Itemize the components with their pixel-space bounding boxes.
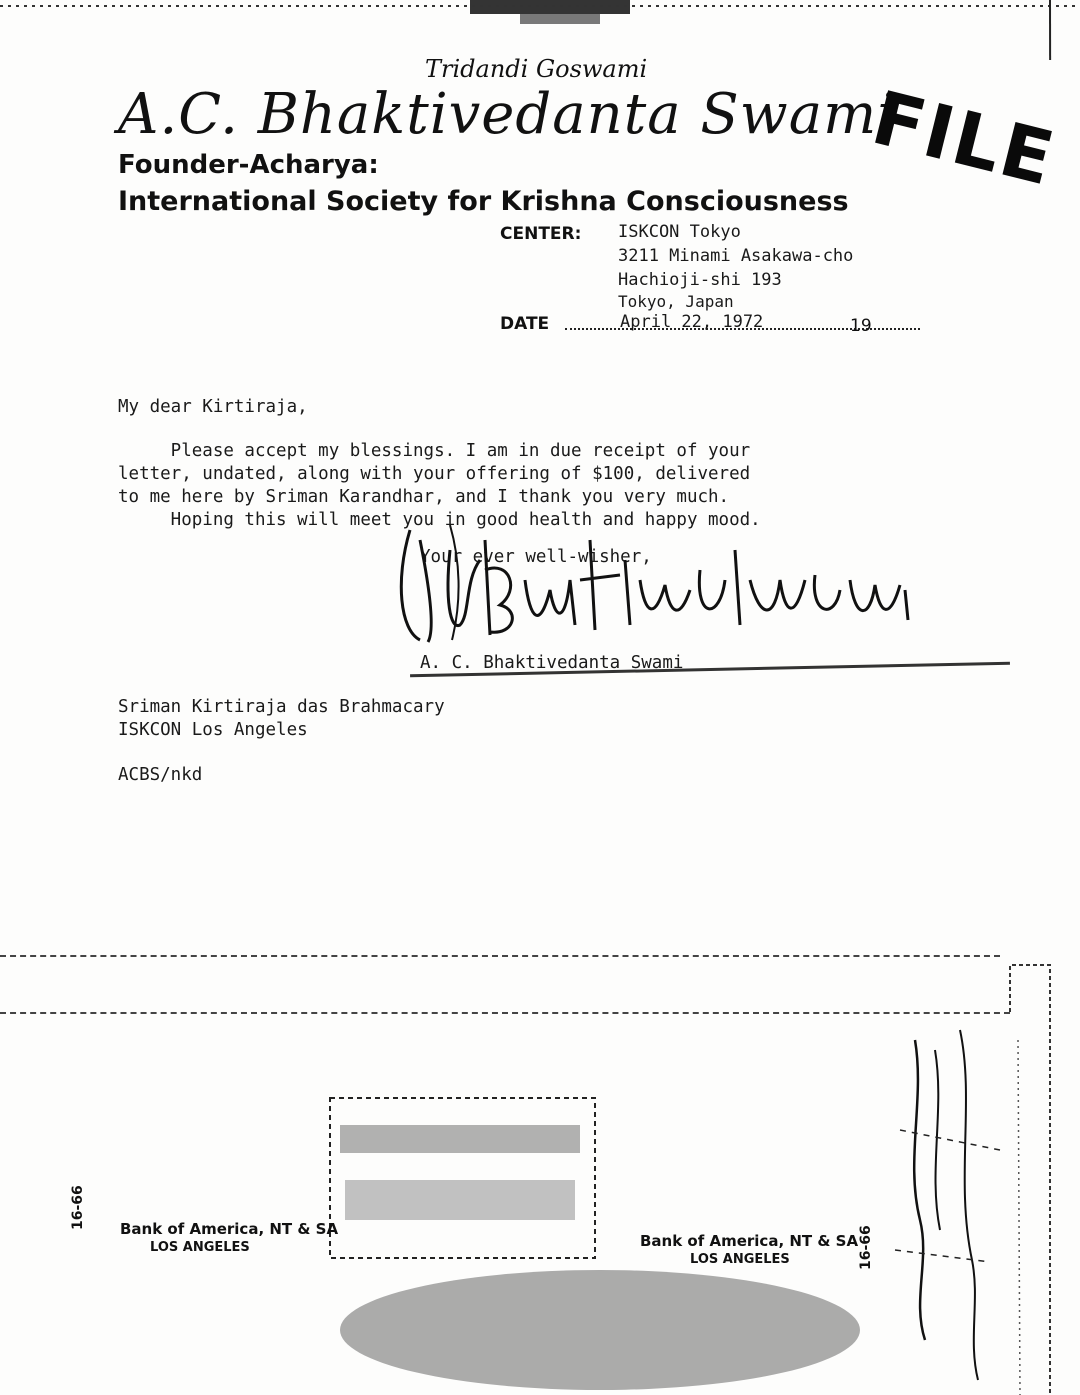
center-line-4: Tokyo, Japan xyxy=(618,292,734,311)
date-value: April 22, 1972 xyxy=(620,312,764,332)
bank-stamp-left-code: 16-66 xyxy=(70,1185,86,1230)
bank-stamp-left-name: Bank of America, NT & SA xyxy=(120,1220,339,1238)
bank-stamp-right-city: LOS ANGELES xyxy=(690,1252,790,1267)
center-line-3: Hachioji-shi 193 xyxy=(618,270,782,290)
center-label: CENTER: xyxy=(500,224,582,244)
recipient-line-1: Sriman Kirtiraja das Brahmacary xyxy=(118,697,445,717)
reference: ACBS/nkd xyxy=(118,765,203,785)
closing: Your ever well-wisher, xyxy=(420,547,652,567)
body-line-2: letter, undated, along with your offering of $100, delivered xyxy=(118,464,751,484)
bank-stamp-left-city: LOS ANGELES xyxy=(150,1240,250,1255)
letterhead-society: International Society for Krishna Consciousness xyxy=(118,186,849,217)
salutation: My dear Kirtiraja, xyxy=(118,397,308,417)
body-line-1: Please accept my blessings. I am in due receipt of your xyxy=(118,441,751,461)
date-suffix: 19 xyxy=(850,316,872,336)
center-line-2: 3211 Minami Asakawa-cho xyxy=(618,246,854,266)
center-line-1: ISKCON Tokyo xyxy=(618,222,741,242)
recipient-line-2: ISKCON Los Angeles xyxy=(118,720,308,740)
file-stamp: FILE xyxy=(864,75,1064,203)
bank-stamp-right-code: 16-66 xyxy=(858,1225,874,1270)
letterhead-title: Founder-Acharya: xyxy=(118,150,379,180)
date-label: DATE xyxy=(500,314,550,334)
letterhead-subtitle: Tridandi Goswami xyxy=(425,55,648,83)
letterhead-name: A.C. Bhaktivedanta Swami xyxy=(118,82,897,147)
body-line-4: Hoping this will meet you in good health and happy mood. xyxy=(118,510,761,530)
body-line-3: to me here by Sriman Karandhar, and I thank you very much. xyxy=(118,487,730,507)
bank-stamp-right-name: Bank of America, NT & SA xyxy=(640,1232,859,1250)
signature-name: A. C. Bhaktivedanta Swami xyxy=(420,653,684,673)
